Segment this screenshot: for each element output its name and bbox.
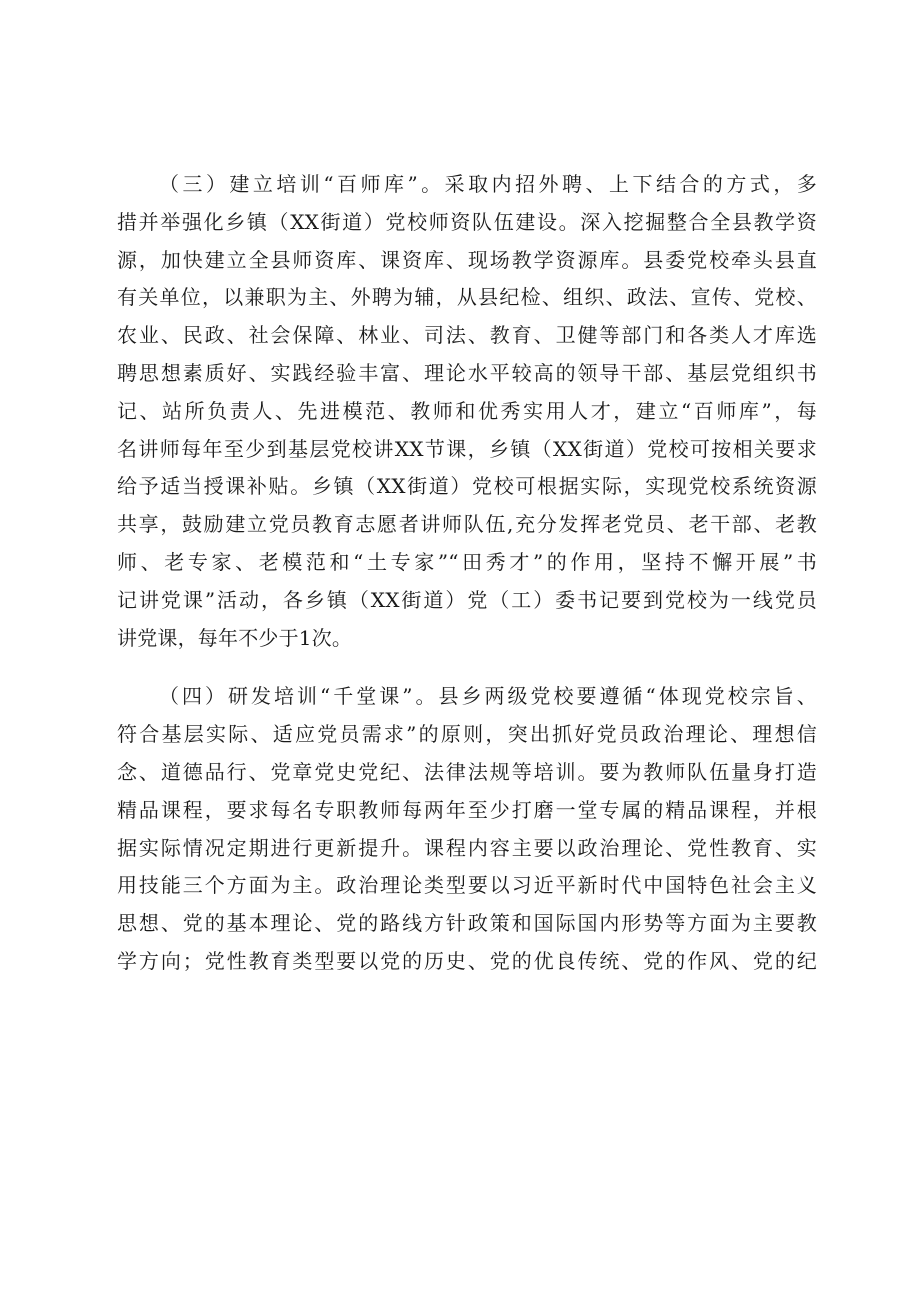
text-line: 思想、党的基本理论、党的路线方针政策和国际国内形势等方面为主要教 bbox=[117, 911, 817, 936]
text-line: 名讲师每年至少到基层党校讲XX节课，乡镇（XX街道）党校可按相关要求 bbox=[117, 436, 817, 461]
text-line: （三）建立培训“百师库”。采取内招外聘、上下结合的方式，多 bbox=[159, 172, 817, 196]
text-line: 给予适当授课补贴。乡镇（XX街道）党校可根据实际，实现党校系统资源 bbox=[117, 474, 817, 499]
text-line: 符合基层实际、适应党员需求”的原则，突出抓好党员政治理论、理想信 bbox=[117, 722, 817, 747]
document-body bbox=[117, 166, 817, 981]
text-line: 据实际情况定期进行更新提升。课程内容主要以政治理论、党性教育、实 bbox=[117, 835, 817, 860]
text-line: 用技能三个方面为主。政治理论类型要以习近平新时代中国特色社会主义 bbox=[117, 873, 817, 898]
text-line: 学方向；党性教育类型要以党的历史、党的优良传统、党的作风、党的纪 bbox=[117, 948, 817, 973]
text-line: 讲党课，每年不少于1次。 bbox=[117, 625, 353, 650]
text-line: 念、道德品行、党章党史党纪、法律法规等培训。要为教师队伍量身打造 bbox=[117, 759, 817, 784]
paragraph-thousand-courses bbox=[117, 678, 817, 980]
paragraph-gap bbox=[117, 657, 817, 678]
text-line: 措并举强化乡镇（XX街道）党校师资队伍建设。深入挖掘整合全县教学资 bbox=[117, 209, 817, 234]
text-line: 聘思想素质好、实践经验丰富、理论水平较高的领导干部、基层党组织书 bbox=[117, 360, 817, 385]
text-line: 记、站所负责人、先进模范、教师和优秀实用人才，建立“百师库”，每 bbox=[117, 398, 817, 423]
text-line: 农业、民政、社会保障、林业、司法、教育、卫健等部门和各类人才库选 bbox=[117, 323, 817, 348]
text-line: 有关单位，以兼职为主、外聘为辅，从县纪检、组织、政法、宣传、党校、 bbox=[117, 285, 817, 310]
text-line: 师、老专家、老模范和“土专家”“田秀才”的作用，坚持不懈开展”书 bbox=[117, 549, 817, 574]
paragraph-hundred-teachers bbox=[117, 166, 817, 657]
text-line: 记讲党课”活动，各乡镇（XX街道）党（工）委书记要到党校为一线党员 bbox=[117, 587, 817, 612]
text-line: （四）研发培训“千堂课”。县乡两级党校要遵循“体现党校宗旨、 bbox=[159, 684, 817, 709]
text-line: 共享，鼓励建立党员教育志愿者讲师队伍,充分发挥老党员、老干部、老教 bbox=[117, 512, 817, 537]
text-line: 精品课程，要求每名专职教师每两年至少打磨一堂专属的精品课程，并根 bbox=[117, 797, 817, 822]
text-line: 源，加快建立全县师资库、课资库、现场教学资源库。县委党校牵头县直 bbox=[117, 247, 817, 272]
